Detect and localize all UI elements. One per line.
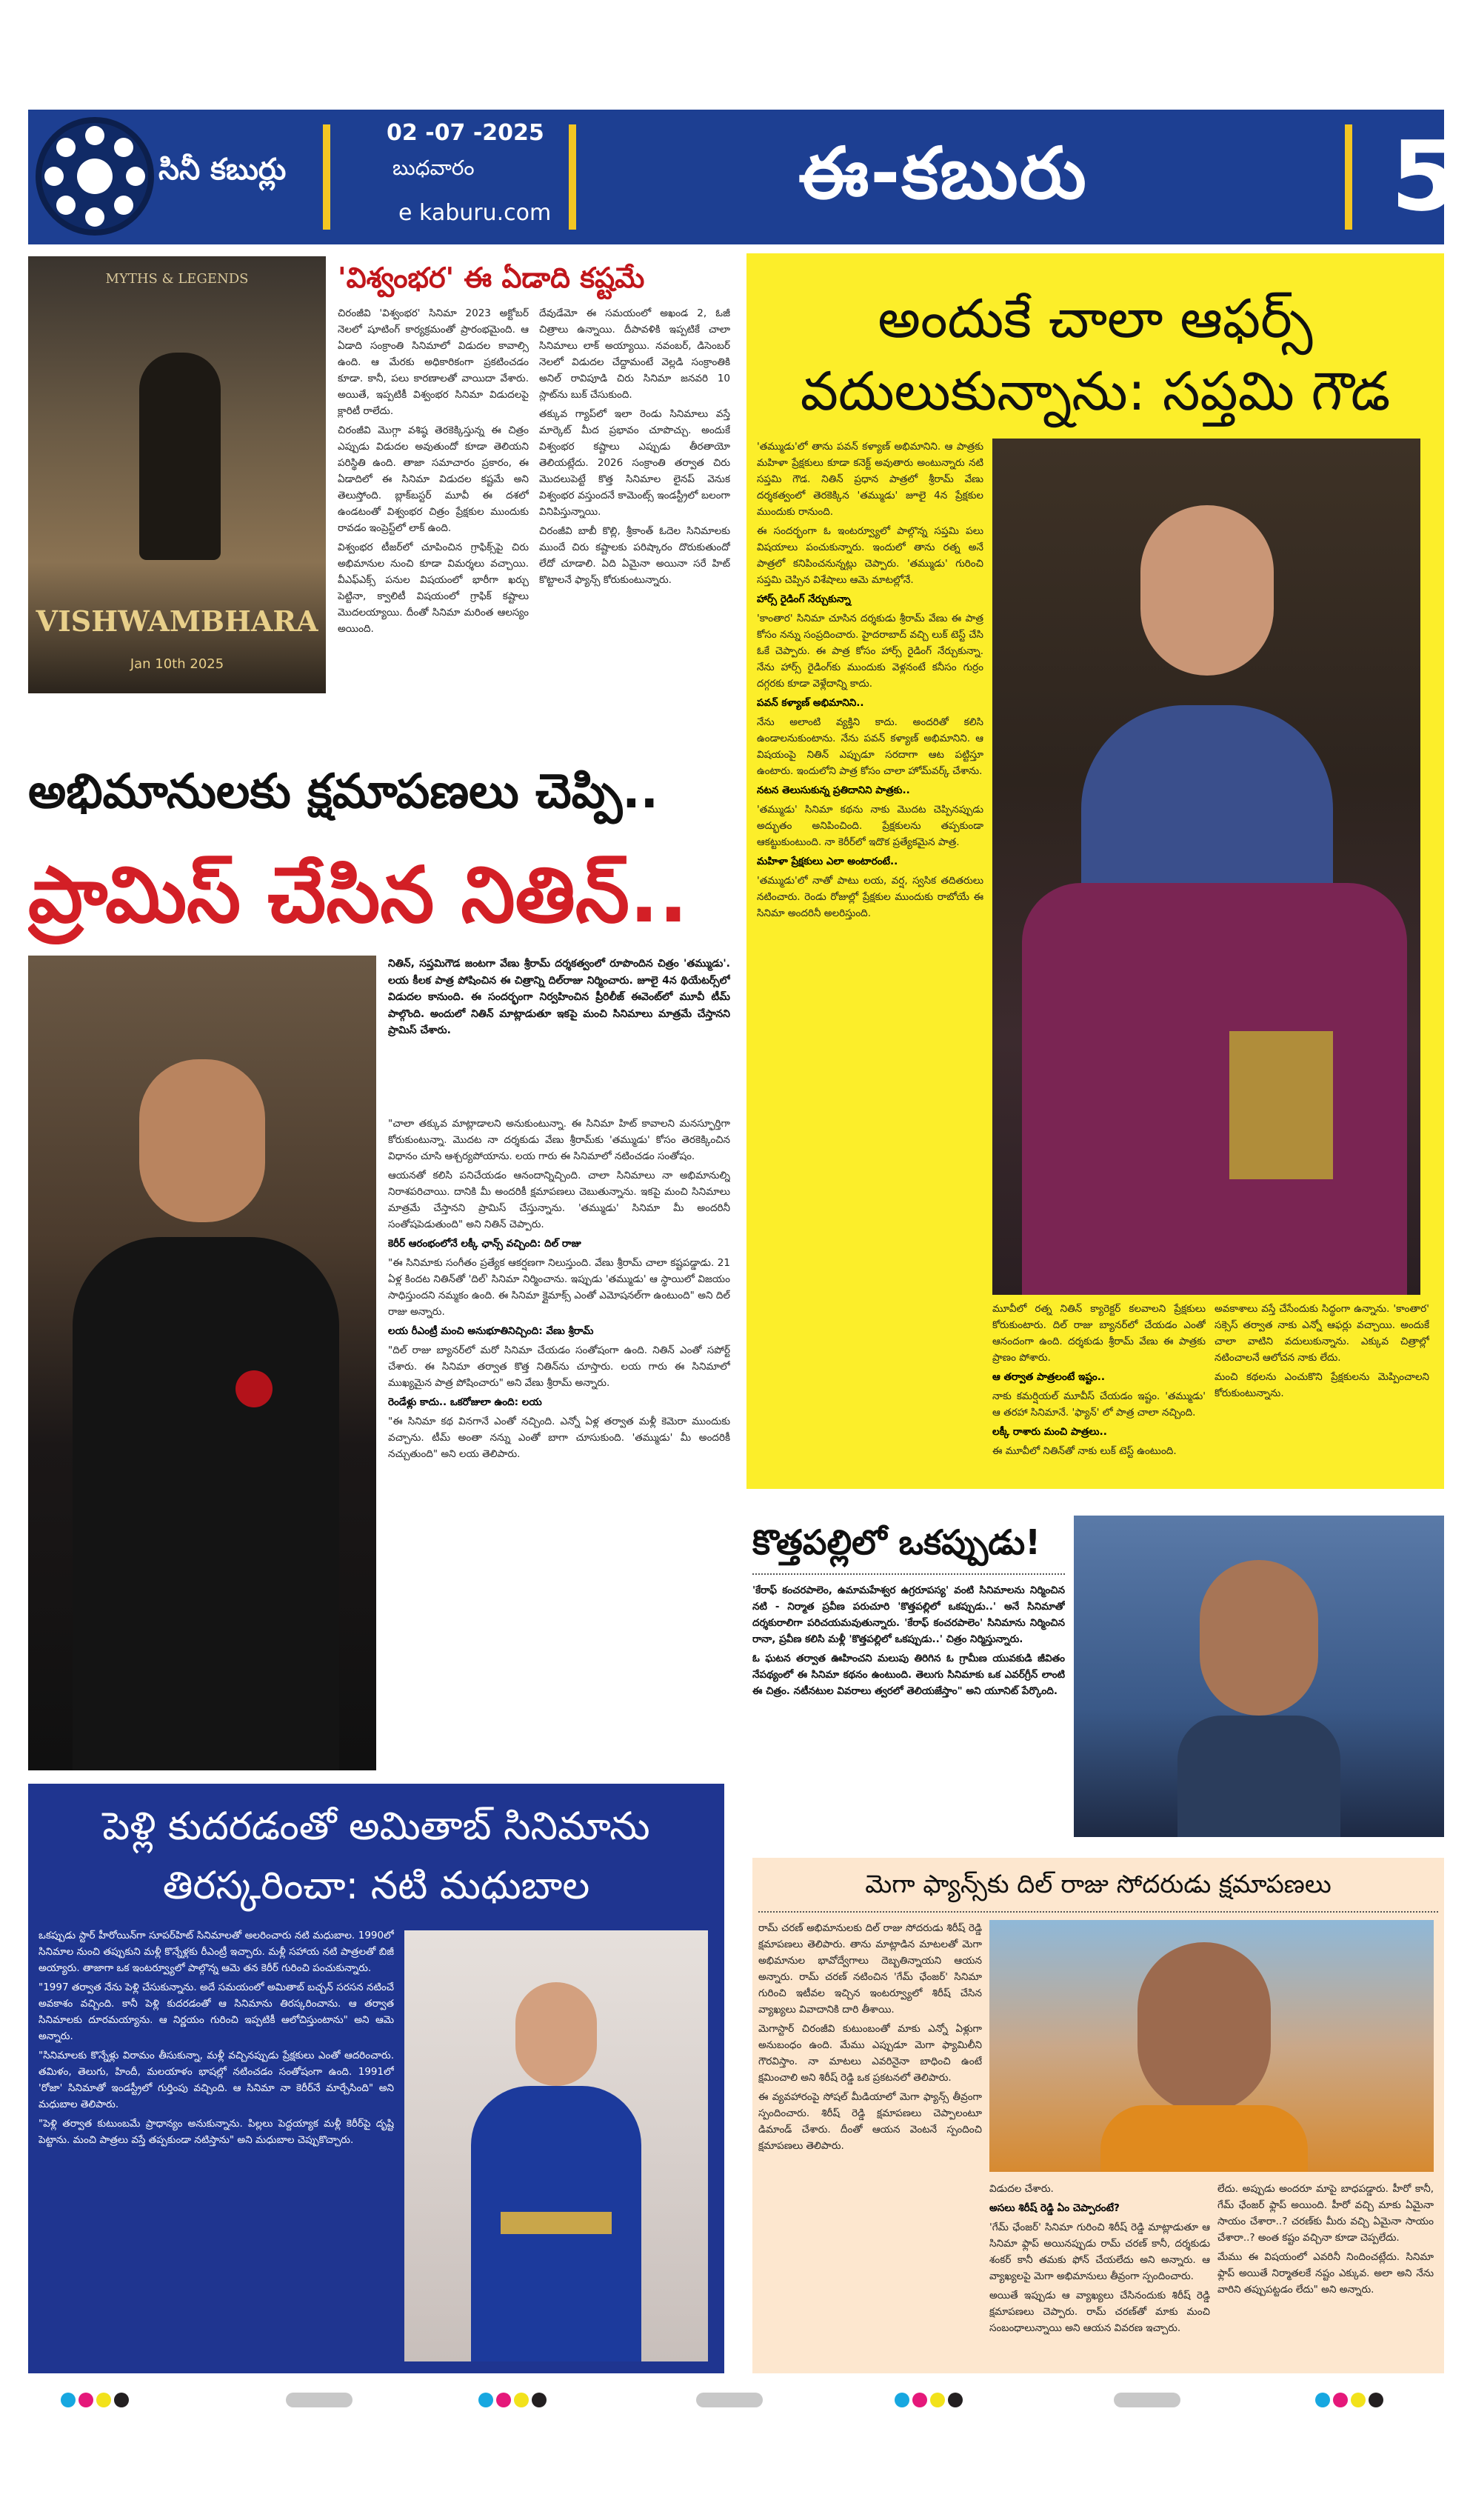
page-number: 5 xyxy=(1391,120,1458,233)
section-brand: సినీ కబుర్లు xyxy=(158,153,287,187)
divider xyxy=(1345,124,1352,230)
paragraph: మేము ఈ విషయంలో ఎవరినీ నిందించట్లేదు. సినిమా ఫ్లాప్ అయితే నిర్మాతలకే నష్టం ఎక్కువ. అలా అని నేను వారిని తప్పుపట్టడం లేదు" అని అన్నారు. xyxy=(1217,2251,1434,2296)
cmyk-dot xyxy=(78,2393,93,2407)
rana-photo xyxy=(1074,1516,1444,1837)
subheading: మహిళా ప్రేక్షకులు ఎలా అంటారంటే.. xyxy=(757,856,898,867)
madhubala-photo xyxy=(404,1930,708,2361)
paragraph: విశ్వంభర టీజర్‌లో చూపించిన గ్రాఫిక్స్‌పై చిరు అభిమానుల నుంచి కూడా విమర్శలు వచ్చాయి. వీఎఫ్‌ఎక్స్ పనుల విషయంలో భారీగా ఖర్చు పెట్టినా, క్వాలిటీ విషయంలో గ్రాఫిక్ కష్టాలు మొదలయ్యాయి. దీంతో సినిమా మరింత ఆలస్యం అయింది. xyxy=(338,541,529,635)
paragraph: రామ్ చరణ్ అభిమానులకు దిల్ రాజు సోదరుడు శిరీష్ రెడ్డి క్షమాపణలు తెలిపారు. తాను మాట్లాడిన మాటలతో మెగా అభిమానుల భావోద్వేగాలు దెబ్బతిన్నాయని ఆయన అన్నారు. రామ్ చరణ్ నటించిన 'గేమ్ ఛేంజర్' సినిమా గురించి ఇటీవల ఇచ్చిన ఇంటర్వ్యూలో శిరీష్ చేసిన వ్యాఖ్యలు వివాదానికి దారి తీశాయి. xyxy=(758,1922,982,2016)
black-shirt xyxy=(73,1237,339,1770)
nithin-lead xyxy=(388,956,730,1108)
subheading: ఆ తర్వాత పాత్రలంటే ఇష్టం.. xyxy=(992,1371,1105,1383)
vishwambhara-poster xyxy=(28,256,326,693)
cmyk-dot xyxy=(1315,2393,1330,2407)
divider xyxy=(758,1911,1438,1913)
divider xyxy=(323,124,330,230)
dilraju-column-top xyxy=(758,1920,982,2172)
cmyk-dot xyxy=(114,2393,129,2407)
shirt xyxy=(1177,1716,1340,1837)
cmyk-registration-marks xyxy=(478,2393,547,2407)
paragraph: ఒకప్పుడు స్టార్ హీరోయిన్‌గా సూపర్‌హిట్ సినిమాలతో అలరించారు నటి మధుబాల. 1990లో సినిమాల నుంచి తప్పుకుని మళ్లీ కొన్నేళ్లకు రీఎంట్రీ ఇచ్చారు. మళ్లీ సహాయ నటి పాత్రలతో బిజీ అయ్యారు. తాజాగా ఒక ఇంటర్వ్యూలో పాల్గొన్న ఆమె తన కెరీర్ గురించి పంచుకున్నారు. xyxy=(39,1930,394,1974)
sapthami-column-3 xyxy=(1215,1301,1429,1486)
subheading: కెరీర్ ఆరంభంలోనే లక్కీ ఛాన్స్ వచ్చింది: దిల్ రాజు xyxy=(388,1238,581,1250)
paragraph: ఈ మూవీలో నితిన్‌తో నాకు లుక్ టెస్ట్ ఉంటుంది. xyxy=(992,1445,1177,1457)
paragraph: చిరంజీవి మొగ్గా వశిష్ఠ తెరకెక్కిస్తున్న ఈ చిత్రం ఎప్పుడు విడుదల అవుతుందో కూడా తెలియని పరిస్థితి ఉంది. తాజా సమాచారం ప్రకారం, ఈ ఏడాదిలో ఈ సినిమా విడుదల కష్టమే అని తెలుస్తోంది. బ్లాక్‌బస్టర్ మూవీ ఈ దశలో ఉండటంతో విశ్వంభర చిత్రం ప్రేక్షకుల ముందుకు రావడం ఇంప్రెస్ట్‌లో లాక్ ఉంది. xyxy=(338,424,529,534)
nithin-headline-line-1: అభిమానులకు క్షమాపణలు చెప్పి.. xyxy=(28,764,658,819)
cmyk-dot xyxy=(514,2393,529,2407)
cmyk-dot xyxy=(948,2393,963,2407)
saree-border xyxy=(1229,1031,1333,1179)
cmyk-dot xyxy=(912,2393,927,2407)
face xyxy=(139,1059,265,1222)
poster-release-date: Jan 10th 2025 xyxy=(130,656,224,672)
paragraph: నాకు కమర్షియల్ మూవీస్ చేయడం ఇష్టం. 'తమ్ముడు' ఆ తరహా సినిమానే. 'ఫ్యాన్' లో పాత్ర చాలా నచ్చింది. xyxy=(992,1390,1206,1419)
sapthami-photo xyxy=(992,439,1420,1295)
cmyk-registration-marks xyxy=(895,2393,963,2407)
paragraph: లేదు. అప్పుడు అందరూ మాపై బాధపడ్డారు. హీరో కానీ, గేమ్ ఛేంజర్ ఫ్లాప్ అయింది. హీరో వచ్చి మాకు ఏమైనా సాయం చేశారా..? చరణ్‌కు మీరు వచ్చి ఏమైనా సాయం చేశారా..? అంత కష్టం వచ్చినా కూడా చెప్పలేదు. xyxy=(1217,2183,1434,2244)
cmyk-dot xyxy=(895,2393,909,2407)
paragraph: "చాలా తక్కువ మాట్లాడాలని అనుకుంటున్నా. ఈ సినిమా హిట్ కావాలని మనస్ఫూర్తిగా కోరుకుంటున్నా. మొదట నా దర్శకుడు వేణు శ్రీరామ్‌కు 'తమ్ముడు' కోసం తెరకెక్కించిన విధానం చూసి ఆశ్చర్యపోయాను. లయ గారు ఈ సినిమాలో నటించడం సంతోషం. xyxy=(388,1118,730,1162)
saree xyxy=(1022,883,1407,1295)
divider xyxy=(752,1573,1065,1575)
cmyk-registration-marks xyxy=(61,2393,129,2407)
dilraju-headline: మెగా ఫ్యాన్స్‌కు దిల్ రాజు సోదరుడు క్షమాపణలు xyxy=(865,1870,1332,1899)
masthead xyxy=(28,110,1458,244)
paragraph: "సినిమాలకు కొన్నేళ్లు విరామం తీసుకున్నా, మళ్లీ వచ్చినప్పుడు ప్రేక్షకులు ఎంతో ఆదరించారు. తమిళం, తెలుగు, హిందీ, మలయాళం భాషల్లో నటించడం సంతోషంగా ఉంది. 1991లో 'రోజా' సినిమాతో ఇండస్ట్రీలో గుర్తింపు వచ్చింది. ఆ సినిమా నా కెరీర్‌నే మార్చేసింది" అని మధుబాల తెలిపారు. xyxy=(39,2050,394,2110)
website-link[interactable]: e kaburu.com xyxy=(398,200,552,226)
subheading: రెండేళ్లు కాదు.. ఒకరోజులా ఉంది: లయ xyxy=(388,1396,542,1408)
cmyk-dot xyxy=(532,2393,547,2407)
madhubala-headline-line-1: పెళ్లి కుదరడంతో అమితాబ్ సినిమాను xyxy=(102,1804,650,1849)
gray-bar xyxy=(286,2393,353,2407)
newspaper-name: ఈ-కబురు xyxy=(798,132,1088,215)
gray-bar xyxy=(696,2393,763,2407)
face xyxy=(1137,1942,1271,2113)
dilraju-column-1 xyxy=(989,2181,1210,2367)
paragraph: అవకాశాలు వస్తే చేసేందుకు సిద్ధంగా ఉన్నాను. 'కాంతార' సక్సెస్ తర్వాత నాకు ఎన్నో ఆఫర్లు వచ్చాయి. అందుకే చాలా వాటిని వదులుకున్నాను. ఎక్కువ చిత్రాల్లో నటించాలనే ఆలోచన నాకు లేదు. xyxy=(1215,1303,1429,1364)
vishwambhara-column-1 xyxy=(338,305,529,742)
vishwambhara-headline: 'విశ్వంభర' ఈ ఏడాది కష్టమే xyxy=(338,261,645,294)
paragraph: 'కేరాఫ్ కంచరపాలెం, ఉమామహేశ్వర ఉగ్రరూపస్య' వంటి సినిమాలను నిర్మించిన నటి - నిర్మాత ప్రవీణ పరుచూరి 'కొత్తపల్లిలో ఒకప్పుడు..' అనే సినిమాతో దర్శకురాలిగా పరిచయమవుతున్నారు. 'కేరాఫ్ కంచరపాలెం' సినిమాను నిర్మించిన రానా, ప్రవీణ కలిసి మళ్లీ 'కొత్తపల్లిలో ఒకప్పుడు..' చిత్రం నిర్మిస్తున్నారు. xyxy=(752,1584,1065,1645)
paragraph: 'కాంతార' సినిమా చూసిన దర్శకుడు శ్రీరామ్ వేణు ఈ పాత్ర కోసం నన్ను సంప్రదించారు. హైదరాబాద్ వచ్చి లుక్ టెస్ట్ చేసి ఓకే చెప్పారు. ఈ పాత్ర కోసం హార్స్ రైడింగ్ నేర్చుకున్నా. నేను హార్స్ రైడింగ్‌కు ముందుకు వెళ్లనంటే కనీసం గుర్రం దగ్గరకు కూడా వెళ్లేదాన్ని కాదు. xyxy=(757,613,983,690)
paragraph: తక్కువ గ్యాప్‌లో ఇలా రెండు సినిమాలు వస్తే మార్కెట్ మీద ప్రభావం చూపొచ్చు. అందుకే విశ్వంభర కష్టాలు ఎప్పుడు తీరతాయో తెలియట్లేదు. 2026 సంక్రాంతి తర్వాత చిరు మొదలుపెట్టే కొత్త సినిమాల లైనప్ వెనుక విశ్వంభర వస్తుందనే కామెంట్స్ ఇండస్ట్రీలో బలంగా వినిపిస్తున్నాయి. xyxy=(539,408,730,518)
sapthami-headline-line-2: వదులుకున్నాను: సప్తమి గౌడ xyxy=(800,360,1391,422)
subheading: నటన తెలుసుకున్న ప్రతిదానిని పాత్రకు.. xyxy=(757,784,910,796)
cmyk-dot xyxy=(1369,2393,1383,2407)
paragraph: "ఈ సినిమాకు సంగీతం ప్రత్యేక ఆకర్షణగా నిలుస్తుంది. వేణు శ్రీరామ్ చాలా కష్టపడ్డాడు. 21 ఏళ్ల కిందట నితిన్‌తో 'దిల్' సినిమా నిర్మించాను. ఇప్పుడు 'తమ్ముడు' ఆ స్థాయిలో విజయం సాధిస్తుందని నమ్మకం ఉంది. ఈ సినిమా క్లైమాక్స్ ఎంతో ఎమోషనల్‌గా ఉంటుంది" అని దిల్ రాజు అన్నారు. xyxy=(388,1257,730,1318)
cmyk-dot xyxy=(1351,2393,1366,2407)
sapthami-column-1 xyxy=(757,439,983,1490)
cmyk-dot xyxy=(96,2393,111,2407)
paragraph: మూవీలో రత్న నితిన్ క్యారెక్టర్ కలవాలని ప్రేక్షకులు కోరుకుంటారు. దిల్ రాజు బ్యానర్‌లో చేయడం ఎంతో ఆనందంగా ఉంది. దర్శకుడు శ్రీరామ్ వేణు ఈ పాత్రకు ప్రాణం పోశారు. xyxy=(992,1303,1206,1364)
face xyxy=(515,1982,597,2086)
paragraph: నేను అలాంటి వ్యక్తిని కాదు. అందరితో కలిసి ఉండాలనుకుంటాను. నేను పవన్ కళ్యాణ్ అభిమానిని. ఆ విషయంపై నితిన్ ఎప్పుడూ సరదాగా ఆట పట్టిస్తూ ఉంటారు. ఇందులోని పాత్ర కోసం చాలా హోమ్‌వర్క్ చేశాను. xyxy=(757,716,983,777)
paragraph: మంచి కథలను ఎంచుకొని ప్రేక్షకులను మెప్పించాలని కోరుకుంటున్నాను. xyxy=(1215,1371,1429,1399)
issue-date: 02 -07 -2025 xyxy=(387,120,544,146)
poster-tagline: MYTHS & LEGENDS xyxy=(105,271,249,287)
cmyk-dot xyxy=(930,2393,945,2407)
paragraph: ఈ వ్యవహారంపై సోషల్ మీడియాలో మెగా ఫ్యాన్స్ తీవ్రంగా స్పందించారు. శిరీష్ రెడ్డి క్షమాపణలు చెప్పాలంటూ డిమాండ్ చేశారు. దీంతో ఆయన వెంటనే స్పందించి క్షమాపణలు తెలిపారు. xyxy=(758,2091,982,2152)
rana-headline: కొత్తపల్లిలో ఒకప్పుడు! xyxy=(752,1522,1041,1562)
subheading: హార్స్ రైడింగ్ నేర్చుకున్నా xyxy=(757,593,851,605)
gray-bar xyxy=(1114,2393,1180,2407)
issue-day: బుధవారం xyxy=(392,156,475,180)
film-reel-icon xyxy=(36,117,154,236)
paragraph: 'తమ్ముడు'లో నాతో పాటు లయ, వర్ష, స్వసిక తదితరులు నటించారు. రెండు రోజుల్లో ప్రేక్షకుల ముందుకు రాబోయే ఈ సినిమా అందరినీ అలరిస్తుంది. xyxy=(757,875,983,919)
divider xyxy=(569,124,576,230)
rana-body xyxy=(752,1582,1065,1834)
paragraph: అయితే ఇప్పుడు ఆ వ్యాఖ్యలు చేసినందుకు శిరీష్ రెడ్డి క్షమాపణలు చెప్పారు. రామ్ చరణ్‌తో మాకు మంచి సంబంధాలున్నాయి అని ఆయన వివరణ ఇచ్చారు. xyxy=(989,2290,1210,2334)
cmyk-dot xyxy=(1333,2393,1348,2407)
paragraph: "దిల్ రాజు బ్యానర్‌లో మరో సినిమా చేయడం సంతోషంగా ఉంది. నితిన్ ఎంతో సపోర్ట్ చేశారు. ఈ సినిమా తర్వాత కొత్త నితిన్‌ను చూస్తారు. లయ గారు ఈ సినిమాలో ముఖ్యమైన పాత్ర పోషించారు" అని వేణు శ్రీరామ్ అన్నారు. xyxy=(388,1344,730,1389)
cmyk-dot xyxy=(496,2393,511,2407)
face xyxy=(1200,1560,1318,1716)
sapthami-column-2 xyxy=(992,1301,1206,1486)
subheading: లక్కీ రాశారు మంచి పాత్రలు.. xyxy=(992,1426,1107,1438)
paragraph: 'గేమ్ ఛేంజర్' సినిమా గురించి శిరీష్ రెడ్డి మాట్లాడుతూ ఆ సినిమా ఫ్లాప్ అయినప్పుడు రామ్ చరణ్ కానీ, దర్శకుడు శంకర్ కానీ తమకు ఫోన్ చేయలేదు అని అన్నారు. ఆ వ్యాఖ్యలపై మెగా అభిమానులు తీవ్రంగా స్పందించారు. xyxy=(989,2221,1210,2282)
paragraph: 'తమ్ముడు'లో తాను పవన్ కళ్యాణ్ అభిమానిని. ఆ పాత్రకు మహిళా ప్రేక్షకులు కూడా కనెక్ట్ అవుతారు అంటున్నారు నటి సప్తమి గౌడ. నితిన్ ప్రధాన పాత్రలో శ్రీరామ్ వేణు దర్శకత్వంలో తెరకెక్కిన 'తమ్ముడు' జూలై 4న ప్రేక్షకుల ముందుకు రానుంది. xyxy=(757,441,983,518)
lead-paragraph: నితిన్, సప్తమిగౌడ జంటగా వేణు శ్రీరామ్ దర్శకత్వంలో రూపొందిన చిత్రం 'తమ్ముడు'. లయ కీలక పాత్ర పోషించిన ఈ చిత్రాన్ని దిల్‌రాజు నిర్మించారు. జూలై 4న థియేటర్స్‌లో విడుదల కానుంది. ఈ సందర్భంగా నిర్వహించిన ప్రీరిలీజ్ ఈవెంట్‌లో మూవీ టీమ్ పాల్గొంది. అందులో నితిన్ మాట్లాడుతూ ఇకపై మంచి సినిమాలు మాత్రమే చేస్తానని ప్రామిస్ చేశారు. xyxy=(388,958,730,1036)
subheading: అసలు శిరీష్ రెడ్డి ఏం చెప్పారంటే? xyxy=(989,2202,1120,2214)
paragraph: "పెళ్లి తర్వాత కుటుంబమే ప్రాధాన్యం అనుకున్నాను. పిల్లలు పెద్దయ్యాక మళ్లీ కెరీర్‌పై దృష్టి పెట్టాను. మంచి పాత్రలు వస్తే తప్పకుండా నటిస్తాను" అని మధుబాల చెప్పుకొచ్చారు. xyxy=(39,2118,394,2146)
paragraph: ఓ ఘటన తర్వాత ఊహించని మలుపు తిరిగిన ఓ గ్రామీణ యువకుడి జీవితం నేపథ్యంలో ఈ సినిమా కథనం ఉంటుంది. తెలుగు సినిమాకు ఒక ఎవర్‌గ్రీన్‌ లాంటి ఈ చిత్రం. నటీనటుల వివరాలు త్వరలో తెలియజేస్తాం" అని యూనిట్ పేర్కొంది. xyxy=(752,1653,1065,1697)
nithin-headline-line-2: ప్రామిస్ చేసిన నితిన్.. xyxy=(28,850,688,940)
madhubala-headline-line-2: తిరస్కరించా: నటి మధుబాల xyxy=(162,1864,590,1908)
dilraju-brother-photo xyxy=(989,1920,1434,2172)
rose-print xyxy=(235,1370,273,1407)
orange-shirt xyxy=(1100,2105,1308,2172)
subheading: లయ రీఎంట్రీ మంచి అనుభూతినిచ్చింది: వేణు శ్రీరామ్ xyxy=(388,1325,594,1337)
cmyk-registration-marks xyxy=(1315,2393,1383,2407)
paragraph: చిరంజీవి 'విశ్వంభర' సినిమా 2023 అక్టోబర్ నెలలో షూటింగ్ కార్యక్రమంతో ప్రారంభమైంది. ఆ ఏడాది సంక్రాంతి సినిమాలో విడుదల కావాల్సి ఉంది. ఆ మేరకు అధికారికంగా ప్రకటించడం కూడా. కానీ, పలు కారణాలతో వాయిదా వేశారు. అయితే, ఇప్పటికీ విశ్వంభర సినిమా విడుదలపై క్లారిటీ రాలేదు. xyxy=(338,307,529,417)
paragraph: 'తమ్ముడు' సినిమా కథను నాకు మొదట చెప్పినప్పుడు అద్భుతం అనిపించింది. ప్రేక్షకులను తప్పకుండా ఆకట్టుకుంటుంది. నా కెరీర్‌లో ఇదొక ప్రత్యేకమైన పాత్ర. xyxy=(757,804,983,848)
face xyxy=(1140,505,1274,676)
nithin-body xyxy=(388,1116,730,1775)
paragraph: ఈ సందర్భంగా ఓ ఇంటర్వ్యూలో పాల్గొన్న సప్తమి పలు విషయాలు పంచుకున్నారు. ఇందులో తాను రత్న అనే పాత్రలో కనిపించనున్నట్లు చెప్పారు. 'తమ్ముడు' గురించి సప్తమి చెప్పిన విశేషాలు ఆమె మాటల్లోనే. xyxy=(757,525,983,586)
paragraph: దేవుడేమో ఈ సమయంలో అఖండ 2, ఓజీ చిత్రాలు ఉన్నాయి. దీపావళికి ఇప్పటికే చాలా సినిమాలు లాక్ అయ్యాయి. నవంబర్, డిసెంబర్ నెలలో విడుదల చేద్దామంటే వెల్లడి సంక్రాంతికి అనిల్ రావిపూడి చిరు సినిమా జనవరి 10 స్లాట్‌ను బుక్ చేసుకుంది. xyxy=(539,307,730,401)
paragraph: విడుదల చేశారు. xyxy=(989,2183,1054,2195)
vishwambhara-column-2 xyxy=(539,305,730,742)
sapthami-headline-line-1: అందుకే చాలా ఆఫర్స్ xyxy=(878,287,1313,350)
hero-figure xyxy=(139,353,221,560)
cmyk-dot xyxy=(478,2393,493,2407)
dilraju-column-2 xyxy=(1217,2181,1434,2367)
subheading: పవన్ కళ్యాణ్ అభిమానిని.. xyxy=(757,697,864,709)
paragraph: చిరంజీవి బాబీ కొల్లి, శ్రీకాంత్ ఓదెల సినిమాలకు ముందే చిరు కష్టాలకు పరిష్కారం దొరుకుతుందో లేదో చూడాలి. ఏది ఏమైనా అయినా సరే హిట్ కొట్టాలనే ఫ్యాన్స్ కోరుకుంటున్నారు. xyxy=(539,525,730,586)
paragraph: "1997 తర్వాత నేను పెళ్లి చేసుకున్నాను. అదే సమయంలో అమితాబ్ బచ్చన్ సరసన నటించే అవకాశం వచ్చింది. కానీ పెళ్లి కుదరడంతో ఆ సినిమాను తిరస్కరించాను. ఆ తర్వాత సినిమాలకు దూరమయ్యాను. ఆ నిర్ణయం గురించి ఇప్పటికీ ఆలోచిస్తుంటాను" అని ఆమె అన్నారు. xyxy=(39,1981,394,2042)
poster-title: VISHWAMBHARA xyxy=(36,604,318,638)
paragraph: మెగాస్టార్ చిరంజీవి కుటుంబంతో మాకు ఎన్నో ఏళ్లుగా అనుబంధం ఉంది. మేము ఎప్పుడూ మెగా ఫ్యామిలీని గౌరవిస్తాం. నా మాటలు ఎవరినైనా బాధించి ఉంటే క్షమించాలి అని శిరీష్ రెడ్డి ఒక ప్రకటనలో తెలిపారు. xyxy=(758,2023,982,2084)
nithin-photo xyxy=(28,956,376,1770)
cmyk-dot xyxy=(61,2393,76,2407)
gold-belt xyxy=(501,2212,612,2234)
madhubala-body xyxy=(39,1927,394,2364)
paragraph: "ఈ సినిమా కథ వినగానే ఎంతో నచ్చింది. ఎన్నో ఏళ్ల తర్వాత మళ్లీ కెమెరా ముందుకు వచ్చాను. టీమ్ అంతా నన్ను ఎంతో బాగా చూసుకుంది. 'తమ్ముడు' మీ అందరికీ నచ్చుతుంది" అని లయ తెలిపారు. xyxy=(388,1416,730,1460)
paragraph: ఆయనతో కలిసి పనిచేయడం ఆనందాన్నిచ్చింది. చాలా సినిమాలు నా అభిమానుల్ని నిరాశపరిచాయి. దానికి మీ అందరికీ క్షమాపణలు చెబుతున్నాను. ఇకపై మంచి సినిమాలు మాత్రమే చేస్తానని ప్రామిస్ చేస్తున్నాను. 'తమ్ముడు' సినిమా మీ అందరినీ సంతోషపెడుతుంది" అని నితిన్ చెప్పారు. xyxy=(388,1170,730,1230)
